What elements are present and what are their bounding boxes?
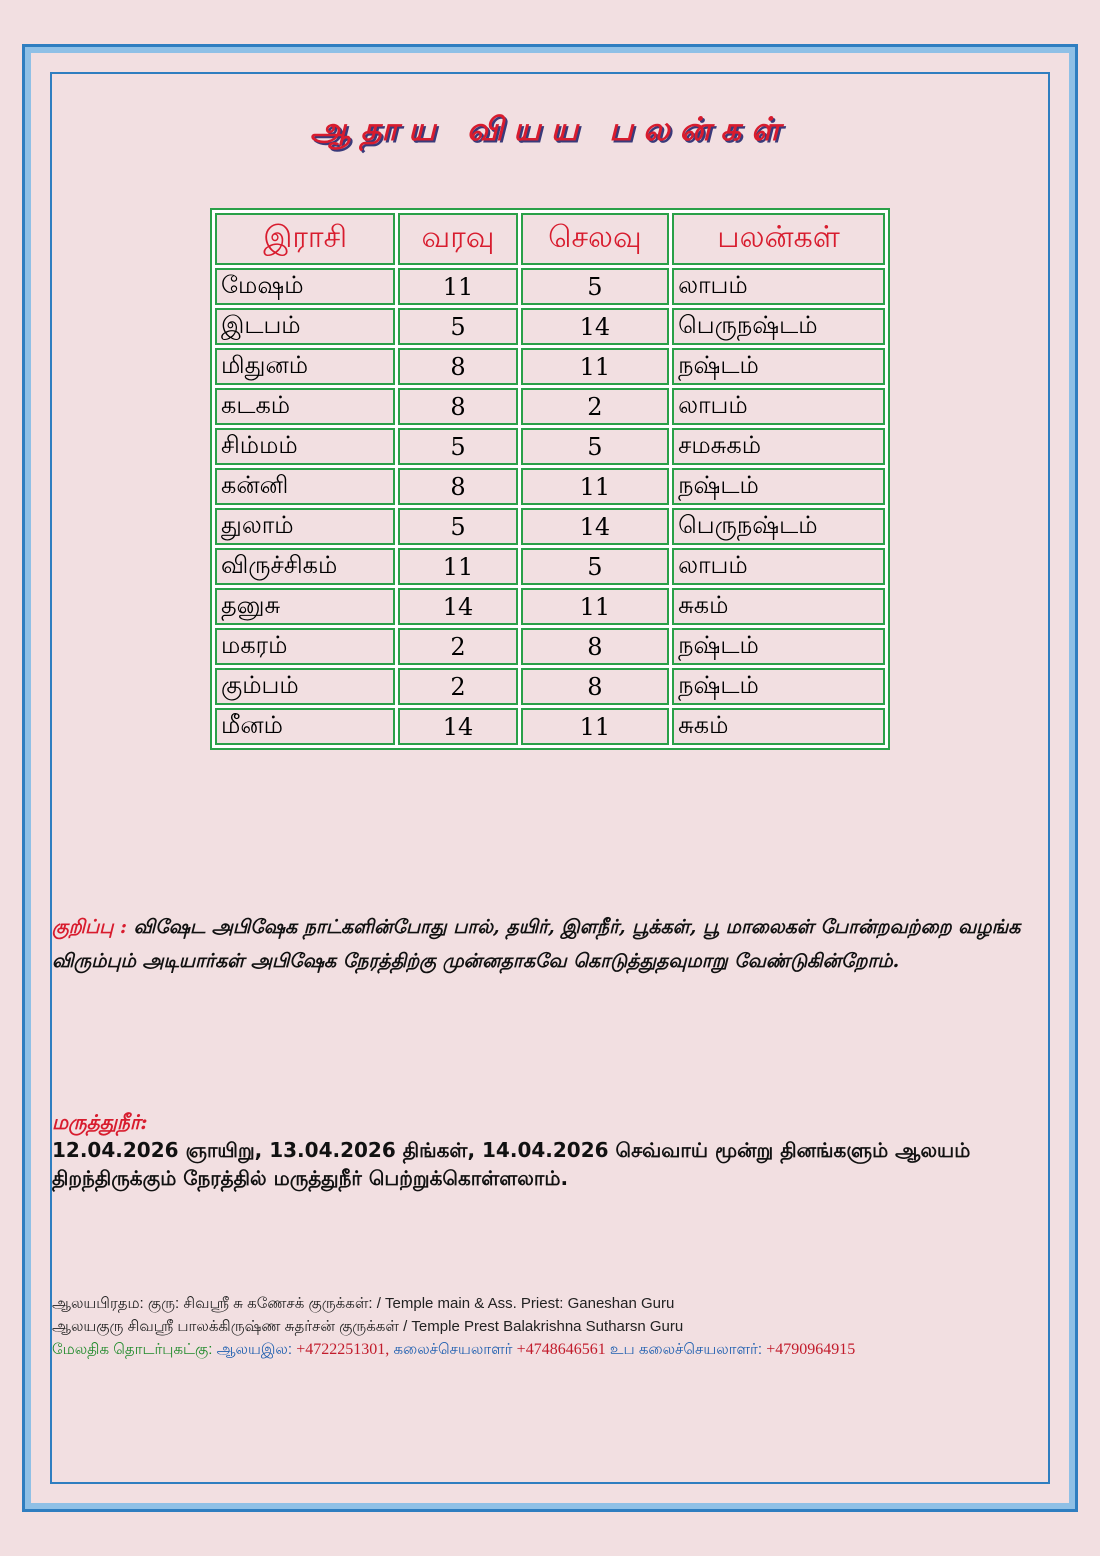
header-rasi: இராசி bbox=[215, 213, 395, 265]
table-row bbox=[215, 428, 885, 465]
cell-expense: 5 bbox=[521, 428, 669, 465]
secretary-phone: +4748646561 bbox=[516, 1341, 606, 1358]
cell-expense: 5 bbox=[521, 548, 669, 585]
table-row bbox=[215, 668, 885, 705]
cell-result: சுகம் bbox=[672, 708, 885, 745]
cell-result: நஷ்டம் bbox=[672, 468, 885, 505]
table-row bbox=[215, 348, 885, 385]
table-header-row bbox=[215, 213, 885, 265]
cell-rasi: மகரம் bbox=[215, 628, 395, 665]
cell-income: 2 bbox=[398, 628, 517, 665]
cell-rasi: மீனம் bbox=[215, 708, 395, 745]
cell-expense: 11 bbox=[521, 708, 669, 745]
note-label: குறிப்பு : bbox=[52, 916, 128, 938]
cell-income: 5 bbox=[398, 308, 517, 345]
note-paragraph bbox=[52, 910, 1032, 978]
cell-result: லாபம் bbox=[672, 268, 885, 305]
cell-income: 5 bbox=[398, 428, 517, 465]
header-expense: செலவு bbox=[521, 213, 669, 265]
cell-expense: 8 bbox=[521, 628, 669, 665]
cell-rasi: தனுசு bbox=[215, 588, 395, 625]
temple-phone: +4722251301, bbox=[296, 1341, 390, 1358]
cell-income: 8 bbox=[398, 388, 517, 425]
cell-expense: 2 bbox=[521, 388, 669, 425]
footer-info bbox=[52, 1292, 1052, 1361]
cell-income: 8 bbox=[398, 348, 517, 385]
table-row bbox=[215, 708, 885, 745]
asst-secretary-label: உப கலைச்செயலாளர்: bbox=[609, 1341, 763, 1358]
footer-guru-line: ஆலயகுரு சிவஸ்ரீ பாலக்கிருஷ்ண சுதர்சன் குருக்கள் / Temple Prest Balakrishna Sutharsn Guru bbox=[52, 1318, 684, 1335]
header-income: வரவு bbox=[398, 213, 517, 265]
cell-expense: 14 bbox=[521, 308, 669, 345]
cell-income: 8 bbox=[398, 468, 517, 505]
cell-income: 2 bbox=[398, 668, 517, 705]
cell-rasi: கும்பம் bbox=[215, 668, 395, 705]
cell-expense: 5 bbox=[521, 268, 669, 305]
footer-contact-line bbox=[52, 1338, 1052, 1361]
table-row bbox=[215, 388, 885, 425]
cell-expense: 14 bbox=[521, 508, 669, 545]
cell-expense: 8 bbox=[521, 668, 669, 705]
table-row bbox=[215, 308, 885, 345]
cell-income: 5 bbox=[398, 508, 517, 545]
note-text: விஷேட அபிஷேக நாட்களின்போது பால், தயிர், இளநீர், பூக்கள், பூ மாலைகள் போன்றவற்றை வழங்க விரும்பும் அடியார்கள் அபிஷேக நேரத்திற்கு முன்னதாகவே கொடுத்துதவுமாறு வேண்டுகின்றோம். bbox=[52, 916, 1021, 972]
cell-result: பெருநஷ்டம் bbox=[672, 508, 885, 545]
cell-rasi: இடபம் bbox=[215, 308, 395, 345]
table-row bbox=[215, 548, 885, 585]
cell-result: நஷ்டம் bbox=[672, 668, 885, 705]
cell-rasi: மிதுனம் bbox=[215, 348, 395, 385]
footer-priest-line: ஆலயபிரதம: குரு: சிவஸ்ரீ சு கணேசக் குருக்கள்: / Temple main & Ass. Priest: Ganeshan Guru bbox=[52, 1295, 675, 1312]
asst-secretary-phone: +4790964915 bbox=[766, 1341, 856, 1358]
temple-phone-label: ஆலயஇல: bbox=[216, 1341, 293, 1358]
cell-rasi: விருச்சிகம் bbox=[215, 548, 395, 585]
secretary-label: கலைச்செயலாளர் bbox=[393, 1341, 513, 1358]
cell-result: நஷ்டம் bbox=[672, 628, 885, 665]
maruthuneer-text: 12.04.2026 ஞாயிறு, 13.04.2026 திங்கள், 14.04.2026 செவ்வாய் மூன்று தினங்களும் ஆலயம் திறந்திருக்கும் நேரத்தில் மருத்துநீர் பெற்றுக்கொள்ளலாம். bbox=[52, 1138, 971, 1190]
cell-income: 14 bbox=[398, 708, 517, 745]
table-row bbox=[215, 508, 885, 545]
header-result: பலன்கள் bbox=[672, 213, 885, 265]
maruthuneer-heading: மருத்துநீர்: bbox=[52, 1110, 148, 1134]
contact-label: மேலதிக தொடர்புகட்கு: bbox=[52, 1341, 213, 1358]
cell-expense: 11 bbox=[521, 588, 669, 625]
cell-expense: 11 bbox=[521, 348, 669, 385]
cell-rasi: சிம்மம் bbox=[215, 428, 395, 465]
table-row bbox=[215, 268, 885, 305]
cell-result: சுகம் bbox=[672, 588, 885, 625]
cell-rasi: மேஷம் bbox=[215, 268, 395, 305]
cell-result: லாபம் bbox=[672, 388, 885, 425]
cell-result: சமசுகம் bbox=[672, 428, 885, 465]
page-title: ஆதாய வியய பலன்கள் bbox=[310, 110, 790, 148]
income-expense-table bbox=[210, 208, 890, 750]
table-row bbox=[215, 628, 885, 665]
table-body bbox=[215, 268, 885, 745]
cell-rasi: துலாம் bbox=[215, 508, 395, 545]
cell-expense: 11 bbox=[521, 468, 669, 505]
table-row bbox=[215, 468, 885, 505]
cell-rasi: கடகம் bbox=[215, 388, 395, 425]
table-row bbox=[215, 588, 885, 625]
cell-income: 11 bbox=[398, 548, 517, 585]
cell-result: லாபம் bbox=[672, 548, 885, 585]
cell-result: பெருநஷ்டம் bbox=[672, 308, 885, 345]
cell-income: 11 bbox=[398, 268, 517, 305]
cell-income: 14 bbox=[398, 588, 517, 625]
cell-result: நஷ்டம் bbox=[672, 348, 885, 385]
cell-rasi: கன்னி bbox=[215, 468, 395, 505]
